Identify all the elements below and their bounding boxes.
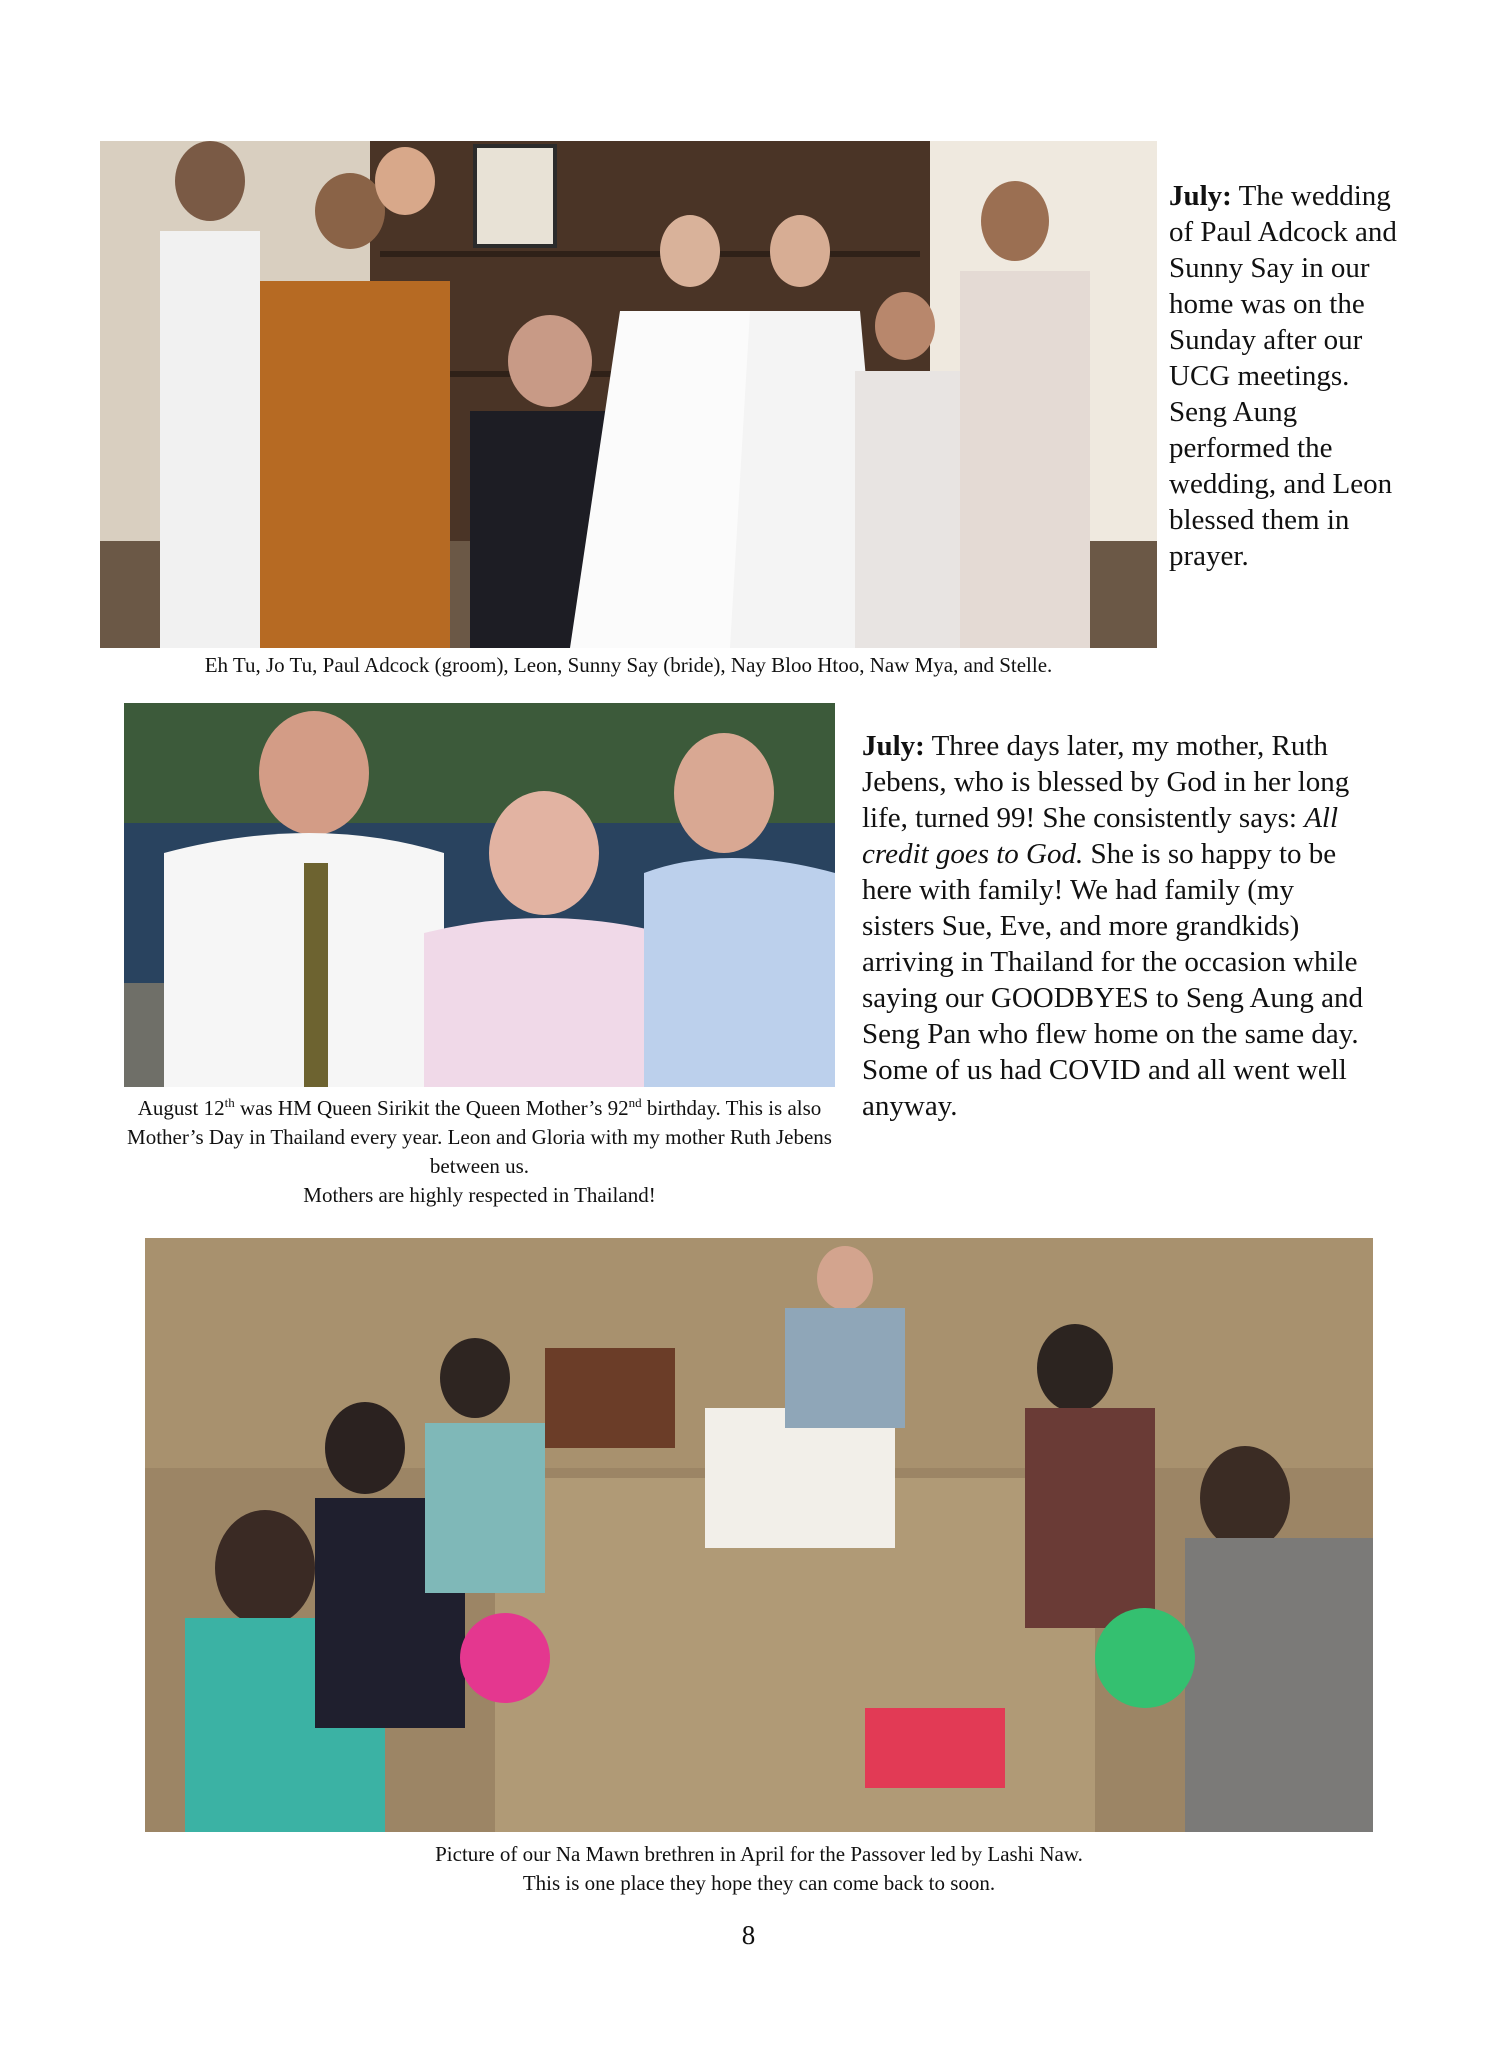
passover-caption-line1: Picture of our Na Mawn brethren in April for the Passover led by Lashi Naw. bbox=[435, 1842, 1083, 1866]
birthday-caption-sup2: nd bbox=[628, 1095, 642, 1110]
birthday-text-before: Three days later, my mother, Ruth Jebens, who is blessed by God in her long life, turned 99! She consistently says: bbox=[862, 730, 1350, 834]
birthday-photo-illustration bbox=[124, 703, 835, 1087]
birthday-quote: All credit goes to God. bbox=[862, 802, 1339, 870]
passover-caption bbox=[145, 1840, 1373, 1898]
birthday-month-label: July: bbox=[862, 730, 925, 762]
birthday-caption-part1: August 12 bbox=[137, 1096, 225, 1120]
passover-caption-line2: This is one place they hope they can come back to soon. bbox=[522, 1871, 996, 1895]
wedding-caption: Eh Tu, Jo Tu, Paul Adcock (groom), Leon, Sunny Say (bride), Nay Bloo Htoo, Naw Mya, and Stelle. bbox=[204, 653, 1053, 677]
birthday-caption bbox=[118, 1094, 841, 1210]
page-number: 8 bbox=[741, 1920, 756, 1950]
wedding-photo-illustration bbox=[100, 141, 1157, 648]
birthday-caption-last-line: Mothers are highly respected in Thailand! bbox=[303, 1183, 656, 1207]
wedding-paragraph bbox=[1169, 178, 1399, 574]
passover-photo bbox=[145, 1238, 1373, 1832]
wedding-photo bbox=[100, 141, 1157, 648]
birthday-paragraph bbox=[862, 728, 1372, 1124]
birthday-photo bbox=[124, 703, 835, 1087]
birthday-text-after: She is so happy to be here with family! We had family (my sisters Sue, Eve, and more grandkids) arriving in Thailand for the occasion while saying our GOODBYES to Seng Aung and Seng Pan who flew home on the same day. Some of us had COVID and all went well anyway. bbox=[862, 838, 1364, 1122]
birthday-caption-part2: was HM Queen Sirikit the Queen Mother’s 92 bbox=[234, 1096, 629, 1120]
passover-photo-illustration bbox=[145, 1238, 1373, 1832]
wedding-text: The wedding of Paul Adcock and Sunny Say in our home was on the Sunday after our UCG meetings. Seng Aung performed the wedding, and Leon blessed them in prayer. bbox=[1169, 180, 1397, 572]
birthday-caption-sup1: th bbox=[224, 1095, 235, 1110]
wedding-month-label: July: bbox=[1169, 180, 1232, 212]
birthday-caption-part3: birthday. This is also Mother’s Day in Thailand every year. Leon and Gloria with my mother Ruth Jebens between us. bbox=[127, 1096, 832, 1178]
